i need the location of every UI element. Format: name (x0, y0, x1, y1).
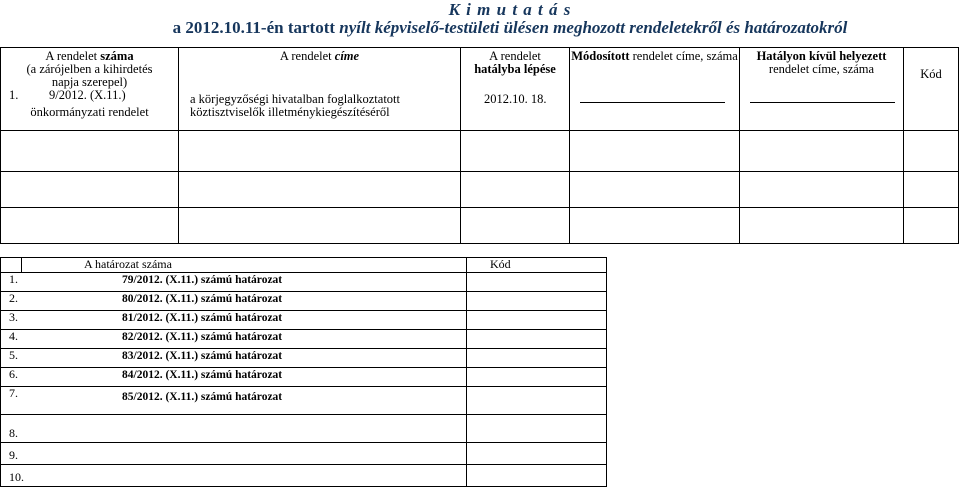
subtitle-prefix: a 2012.10.11-én tartott (172, 18, 336, 37)
hatarozat-text: 79/2012. (X.11.) számú határozat (122, 274, 283, 286)
row-number: 2. (9, 291, 18, 305)
header-hatalyba-lepes: A rendelet hatályba lépése 2012.10. 18. (461, 48, 570, 131)
rendelet-szam: 9/2012. (X.11.) (49, 88, 126, 102)
row-number: 7. (9, 386, 18, 400)
row-number: 10. (9, 470, 24, 484)
header-modositott: Módosított rendelet címe, száma (570, 48, 740, 131)
hatarozat-text: 81/2012. (X.11.) számú határozat (122, 312, 283, 324)
hatalyon-kivul-blank (750, 101, 895, 103)
row-number: 9. (9, 448, 18, 462)
header-rendelet-szama: A rendelet száma (a zárójelben a kihirdetés napja szerepel) 1. 9/2012. (X.11.) önkormányzati rendelet (1, 48, 179, 131)
row-number: 3. (9, 310, 18, 324)
row-number: 1. (9, 88, 19, 102)
rendelet-cim-line2: köztisztviselők illetménykiegészítéséről (190, 105, 390, 119)
hatarozat-text: 82/2012. (X.11.) számú határozat (122, 331, 283, 343)
row-number: 6. (9, 367, 18, 381)
table-row (1, 368, 607, 387)
header-rendelet-cime: A rendelet címe a körjegyzőségi hivatalban foglalkoztatott köztisztviselők illetménykiegészítéséről (179, 48, 461, 131)
table-row (1, 465, 607, 487)
header-hatarozat-szama: A határozat száma (22, 258, 467, 273)
rendeletek-table (0, 47, 959, 244)
table-row (1, 415, 607, 443)
header-kod-2: Kód (467, 258, 607, 273)
rendelet-tipus: önkormányzati rendelet (30, 105, 149, 119)
document-subtitle (0, 18, 960, 37)
table-row (1, 349, 607, 368)
rendelet-cim-line1: a körjegyzőségi hivatalban foglalkoztatott (190, 92, 400, 106)
subtitle-italic: nyílt képviselő-testületi ülésen meghozott rendeletekről és határozatokról (339, 18, 848, 37)
hatarozat-text: 83/2012. (X.11.) számú határozat (122, 350, 283, 362)
header-kod: Kód (904, 48, 959, 131)
row-number: 4. (9, 329, 18, 343)
hatarozat-text: 85/2012. (X.11.) számú határozat (122, 391, 283, 403)
hatarozat-text: 84/2012. (X.11.) számú határozat (122, 369, 283, 381)
table-row (1, 131, 959, 172)
table-row (1, 172, 959, 208)
hatalyba-datum: 2012.10. 18. (484, 92, 547, 106)
table-row (1, 443, 607, 465)
table-row (1, 292, 607, 311)
modositott-blank (580, 101, 725, 103)
row-number: 8. (9, 426, 18, 440)
table-row (1, 311, 607, 330)
table-row (1, 208, 959, 244)
table-row (1, 330, 607, 349)
row-number: 5. (9, 348, 18, 362)
hatarozatok-table (0, 257, 607, 487)
table-row (1, 273, 607, 292)
table-row (1, 387, 607, 415)
document-title: K i m u t a t á s (448, 0, 572, 19)
row-number: 1. (9, 272, 18, 286)
hatarozat-text: 80/2012. (X.11.) számú határozat (122, 293, 283, 305)
header-hatalyon-kivul: Hatályon kívül helyezett rendelet címe, száma (740, 48, 904, 131)
